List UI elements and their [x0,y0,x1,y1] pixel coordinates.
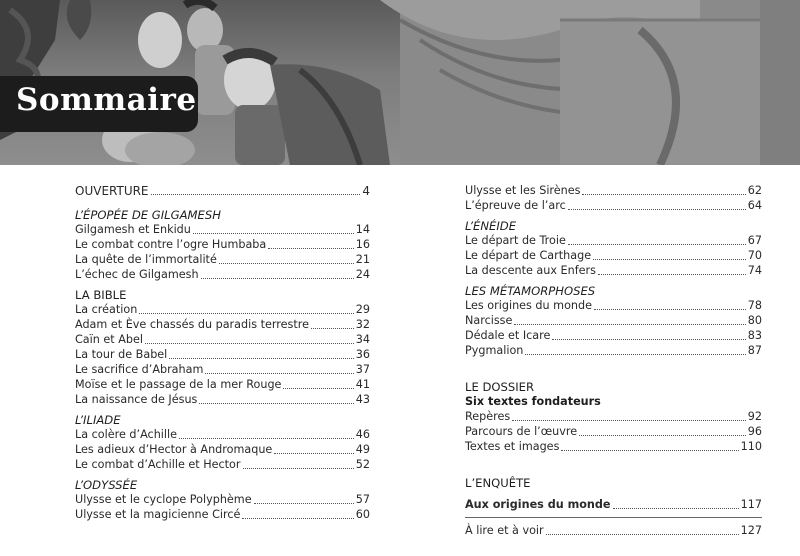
entry-label: Le départ de Troie [465,234,566,247]
toc-entry[interactable] [75,348,370,362]
toc-entry[interactable] [465,184,762,198]
entry-label: Aux origines du monde [465,498,611,511]
entry-label: À lire et à voir [465,524,544,537]
leader-dots [514,324,745,325]
section-heading: L’ILIADE [75,413,121,427]
leader-dots [254,503,354,504]
leader-dots [593,259,746,260]
page-title: Sommaire [16,82,197,118]
toc-entry[interactable] [75,428,370,442]
leader-dots [613,508,739,509]
entry-page: 37 [355,363,370,376]
toc-entry[interactable] [75,363,370,377]
leader-dots [311,328,354,329]
entry-label: La création [75,303,138,316]
entry-page: 110 [740,440,762,453]
toc-entry[interactable] [75,493,370,507]
entry-label: Adam et Ève chassés du paradis terrestre [75,318,309,331]
entry-page: 64 [747,199,762,212]
entry-page: 57 [355,493,370,506]
toc-entry[interactable] [465,299,762,313]
entry-label: Narcisse [465,314,513,327]
entry-label: La naissance de Jésus [75,393,198,406]
leader-dots [579,435,746,436]
entry-label: OUVERTURE [75,184,149,198]
leader-dots [151,194,361,195]
toc-entry[interactable] [465,264,762,278]
entry-page: 24 [355,268,370,281]
entry-label: Pygmalion [465,344,524,357]
leader-dots [546,534,739,535]
toc-entry[interactable] [465,344,762,358]
toc-entry[interactable] [75,253,370,267]
leader-dots [283,388,353,389]
section-heading: L’ÉPOPÉE DE GILGAMESH [75,208,221,222]
divider [465,517,762,518]
entry-label: Parcours de l’œuvre [465,425,578,438]
entry-page: 80 [747,314,762,327]
entry-label: La descente aux Enfers [465,264,596,277]
dossier-subtitle: Six textes fondateurs [465,395,601,408]
leader-dots [568,244,746,245]
entry-label: Dédale et Icare [465,329,551,342]
entry-label: Textes et images [465,440,560,453]
entry-label: Le combat d’Achille et Hector [75,458,241,471]
entry-page: 127 [740,524,762,537]
toc-entry[interactable] [465,314,762,328]
leader-dots [594,309,746,310]
section-heading: L’ÉNÉIDE [465,219,517,233]
leader-dots [598,274,746,275]
entry-page: 92 [747,410,762,423]
toc-entry[interactable] [75,458,370,472]
leader-dots [193,233,354,234]
section-heading: LES MÉTAMORPHOSES [465,284,596,298]
entry-label: Les origines du monde [465,299,592,312]
entry-page: 46 [355,428,370,441]
leader-dots [205,373,353,374]
entry-label: La tour de Babel [75,348,168,361]
entry-page: 87 [747,344,762,357]
title-box [0,76,198,132]
entry-label: Le départ de Carthage [465,249,592,262]
entry-label: Caïn et Abel [75,333,143,346]
leader-dots [268,248,353,249]
entry-label: Ulysse et la magicienne Circé [75,508,241,521]
toc-entry-enquete[interactable] [465,498,762,512]
entry-page: 96 [747,425,762,438]
entry-label: Repères [465,410,511,423]
toc-entry[interactable] [75,268,370,282]
entry-page: 117 [740,498,762,511]
entry-page: 29 [355,303,370,316]
toc-entry-lire[interactable] [465,524,762,538]
entry-page: 60 [355,508,370,521]
leader-dots [199,403,353,404]
toc-entry[interactable] [75,378,370,392]
toc-entry[interactable] [465,199,762,213]
leader-dots [139,313,353,314]
entry-label: Moïse et le passage de la mer Rouge [75,378,282,391]
leader-dots [274,453,353,454]
entry-page: 32 [355,318,370,331]
toc-entry[interactable] [75,223,370,237]
entry-page: 16 [355,238,370,251]
entry-page: 67 [747,234,762,247]
section-heading: L’ODYSSÉE [75,478,138,492]
entry-page: 49 [355,443,370,456]
entry-page: 41 [355,378,370,391]
entry-label: Le combat contre l’ogre Humbaba [75,238,267,251]
entry-page: 62 [747,184,762,197]
entry-page: 43 [355,393,370,406]
toc-entry[interactable] [75,303,370,317]
toc-entry[interactable] [465,425,762,439]
leader-dots [201,278,354,279]
leader-dots [561,450,738,451]
leader-dots [525,354,745,355]
entry-label: Ulysse et le cyclope Polyphème [75,493,252,506]
section-heading: LA BIBLE [75,288,127,302]
entry-label: Le sacrifice d’Abraham [75,363,204,376]
leader-dots [242,518,353,519]
toc-entry[interactable] [465,234,762,248]
entry-label: L’échec de Gilgamesh [75,268,199,281]
entry-page: 78 [747,299,762,312]
toc-entry[interactable] [75,318,370,332]
toc-entry[interactable] [75,393,370,407]
leader-dots [169,358,353,359]
toc-entry-ouverture[interactable] [75,184,370,198]
entry-label: La quête de l’immortalité [75,253,217,266]
entry-page: 70 [747,249,762,262]
entry-page: 36 [355,348,370,361]
leader-dots [145,343,354,344]
entry-page: 21 [355,253,370,266]
toc-entry[interactable] [465,329,762,343]
entry-label: Ulysse et les Sirènes [465,184,581,197]
entry-page: 34 [355,333,370,346]
dossier-heading: LE DOSSIER [465,380,535,394]
toc-entry[interactable] [75,508,370,522]
leader-dots [219,263,354,264]
toc-entry[interactable] [75,333,370,347]
entry-label: Gilgamesh et Enkidu [75,223,191,236]
toc-entry[interactable] [75,238,370,252]
leader-dots [568,209,746,210]
entry-page: 83 [747,329,762,342]
toc-entry[interactable] [465,410,762,424]
leader-dots [552,339,745,340]
leader-dots [243,468,354,469]
entry-label: La colère d’Achille [75,428,177,441]
toc-entry[interactable] [75,443,370,457]
entry-page: 4 [362,184,370,198]
entry-page: 74 [747,264,762,277]
toc-entry[interactable] [465,249,762,263]
leader-dots [582,194,745,195]
entry-page: 14 [355,223,370,236]
leader-dots [512,420,746,421]
leader-dots [179,438,354,439]
toc-entry[interactable] [465,440,762,454]
entry-label: L’épreuve de l’arc [465,199,566,212]
enquete-heading: L’ENQUÊTE [465,476,531,490]
entry-page: 52 [355,458,370,471]
entry-label: Les adieux d’Hector à Andromaque [75,443,273,456]
